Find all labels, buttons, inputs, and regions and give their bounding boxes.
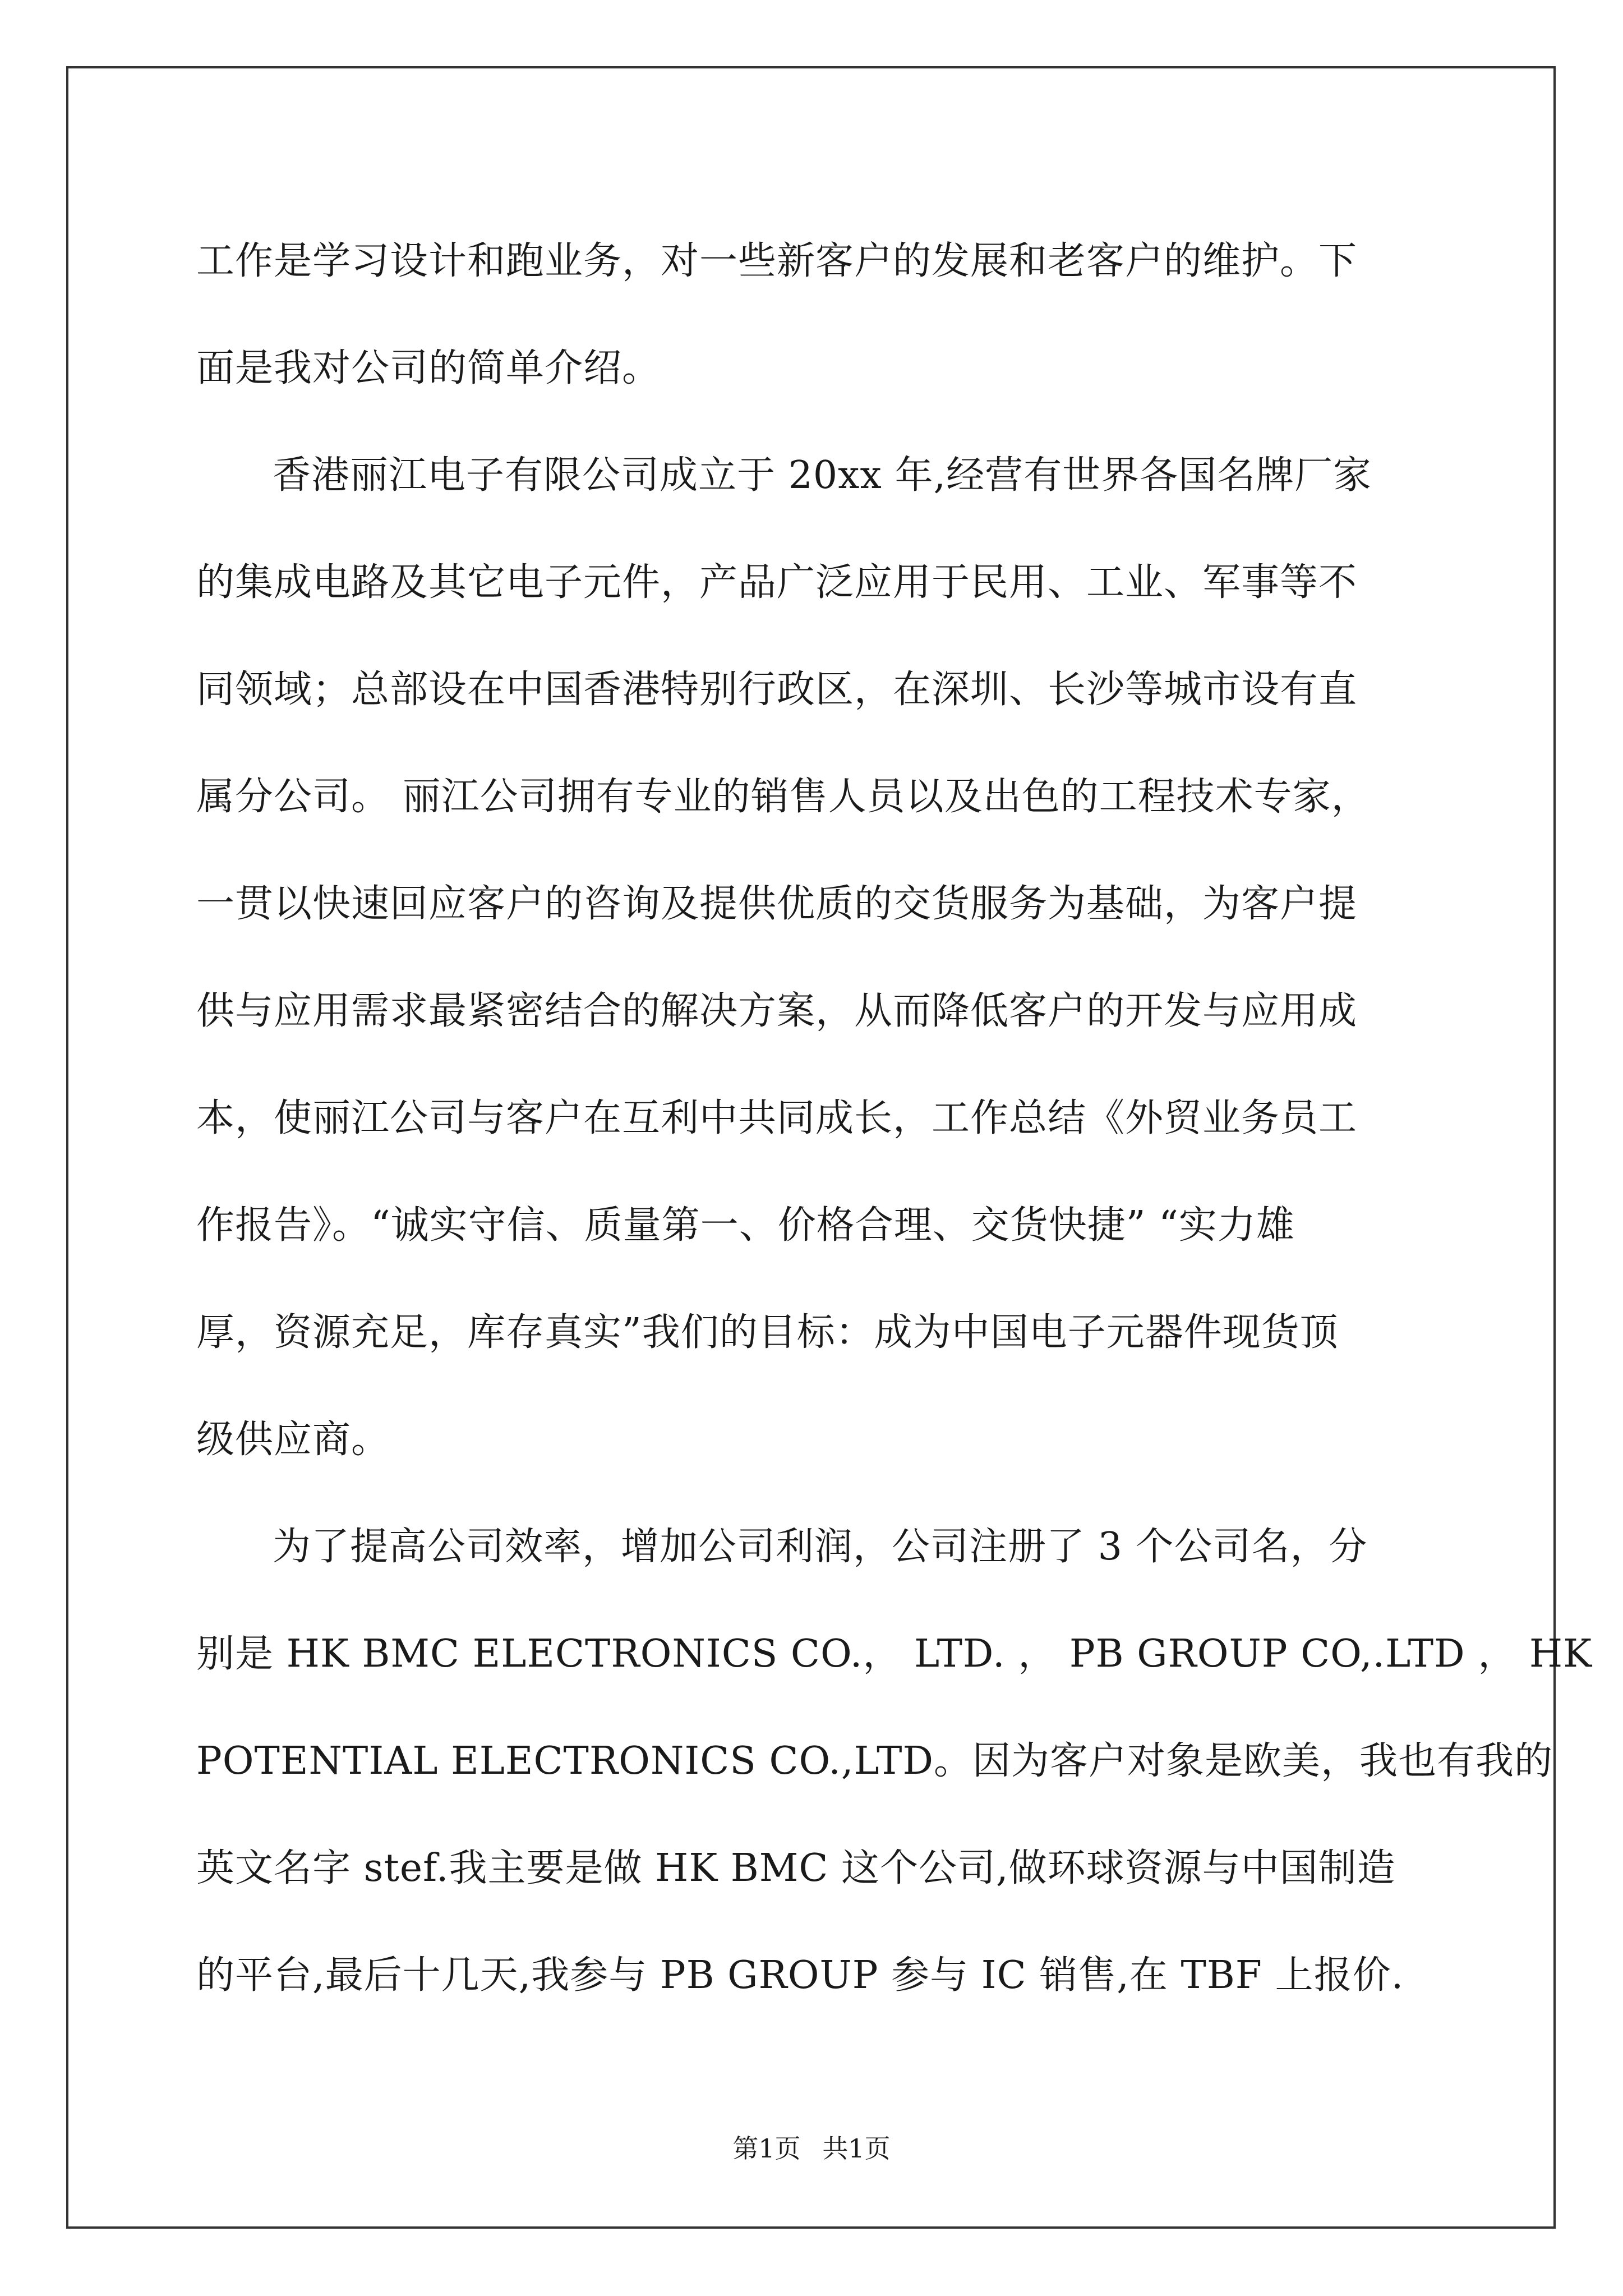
page-number: 第1页 — [732, 2133, 801, 2164]
document-body — [196, 208, 1592, 2029]
text-line: 厚，资源充足，库存真实”我们的目标：成为中国电子元器件现货顶 — [196, 1310, 1339, 1355]
text-line: 供与应用需求最紧密结合的解决方案，从而降低客户的开发与应用成 — [196, 989, 1358, 1033]
page-footer — [0, 2132, 1623, 2165]
text-line: 英文名字 stef.我主要是做 HK BMC 这个公司,做环球资源与中国制造 — [196, 1846, 1396, 1890]
text-line: 一贯以快速回应客户的咨询及提供优质的交货服务为基础，为客户提 — [196, 882, 1358, 926]
page-total: 共1页 — [822, 2133, 891, 2164]
text-line: 同领域；总部设在中国香港特别行政区，在深圳、长沙等城市设有直 — [196, 668, 1358, 712]
paragraph-first-line: 香港丽江电子有限公司成立于 20xx 年,经营有世界各国名牌厂家 — [273, 453, 1372, 498]
paragraph-first-line: 为了提高公司效率，增加公司利润，公司注册了 3 个公司名，分 — [273, 1525, 1368, 1569]
text-line: POTENTIAL ELECTRONICS CO.,LTD。因为客户对象是欧美，我也有我的 — [196, 1739, 1553, 1783]
text-line: 本，使丽江公司与客户在互利中共同成长，工作总结《外贸业务员工 — [196, 1096, 1358, 1140]
text-line: 面是我对公司的简单介绍。 — [196, 346, 661, 390]
text-line: 别是 HK BMC ELECTRONICS CO.， LTD. ， PB GROUP CO,.LTD ， HK — [196, 1632, 1592, 1676]
text-line: 作报告》。“诚实守信、质量第一、价格合理、交货快捷” “实力雄 — [196, 1203, 1295, 1248]
text-line: 级供应商。 — [196, 1418, 390, 1462]
text-line: 属分公司。 丽江公司拥有专业的销售人员以及出色的工程技术专家， — [196, 775, 1370, 819]
text-line: 的平台,最后十几天,我参与 PB GROUP 参与 IC 销售,在 TBF 上报价. — [196, 1953, 1404, 1998]
text-line: 的集成电路及其它电子元件，产品广泛应用于民用、工业、军事等不 — [196, 560, 1358, 605]
text-line: 工作是学习设计和跑业务，对一些新客户的发展和老客户的维护。下 — [196, 239, 1358, 283]
